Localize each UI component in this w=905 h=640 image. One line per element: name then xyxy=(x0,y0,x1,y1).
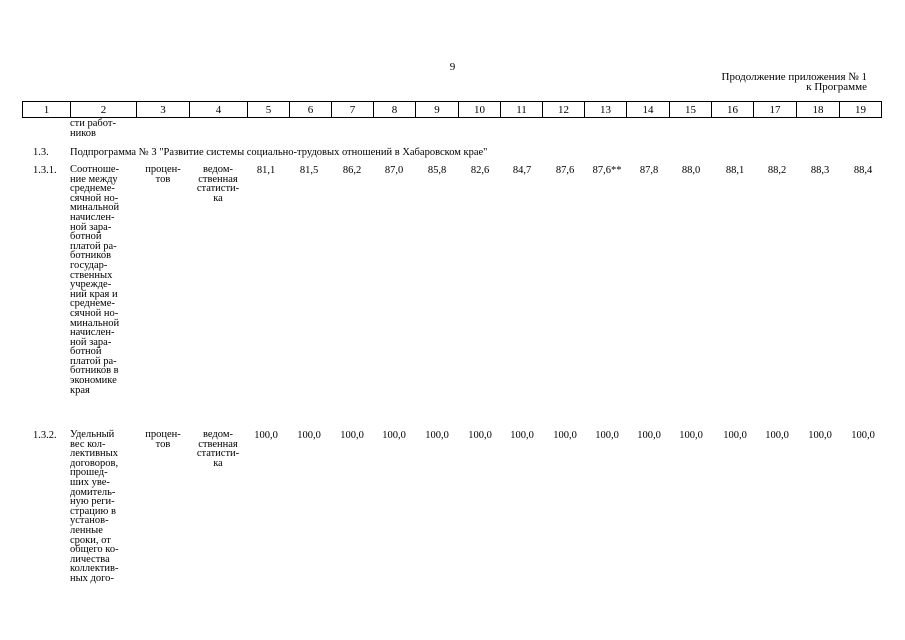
indicator-value-cell: 100,0 xyxy=(425,430,449,441)
indicator-name-line: ботников xyxy=(70,250,112,262)
indicator-value-cell: 87,6 xyxy=(555,165,575,176)
subprogram-title: Подпрограмма № 3 "Развитие системы социально-трудовых отношений в Хабаровском крае" xyxy=(70,147,488,158)
indicator-name-line: установ- xyxy=(70,515,109,527)
indicator-source-line: ственная xyxy=(198,438,238,450)
indicator-name-line: страцию в xyxy=(70,505,116,517)
indicator-value-cell: 100,0 xyxy=(510,430,534,441)
indicator-name-line: края xyxy=(70,384,90,396)
indicator-value-cell: 87,6** xyxy=(592,165,622,176)
column-header-cell: 8 xyxy=(374,102,416,118)
indicator-value-cell: 100,0 xyxy=(679,430,703,441)
indicator-value-cell: 100,0 xyxy=(595,430,619,441)
carryover-line: ников xyxy=(70,127,97,139)
column-header-cell: 2 xyxy=(71,102,137,118)
indicator-name-line: экономике xyxy=(70,375,117,387)
indicator-source-line: статисти- xyxy=(196,183,240,195)
carryover-text xyxy=(70,119,136,138)
indicator-name xyxy=(70,165,136,395)
indicator-value-cell: 100,0 xyxy=(851,430,875,441)
indicator-name-line: Удельный xyxy=(70,429,115,440)
indicator-name-line: среднеме- xyxy=(70,298,115,310)
indicator-value-cell: 100,0 xyxy=(637,430,661,441)
column-header-cell: 3 xyxy=(137,102,190,118)
column-header-cell: 10 xyxy=(459,102,501,118)
indicator-value-cell: 82,6 xyxy=(470,165,490,176)
indicator-name-line: среднеме- xyxy=(70,183,115,195)
continuation-note xyxy=(722,72,867,92)
indicator-source-line: ка xyxy=(213,192,223,204)
indicator-name-line: ний края и xyxy=(70,288,118,300)
indicator-name-line: ной зара- xyxy=(70,336,112,348)
column-header-cell: 9 xyxy=(416,102,459,118)
page-number: 9 xyxy=(449,61,456,73)
indicator-source-line: ведом- xyxy=(203,164,233,175)
column-header-cell: 6 xyxy=(290,102,332,118)
column-header-cell: 1 xyxy=(23,102,71,118)
indicator-source-line: ственная xyxy=(198,173,238,185)
indicator-value-cell: 81,5 xyxy=(299,165,319,176)
indicator-name-line: вес кол- xyxy=(70,438,106,450)
indicator-value-cell: 100,0 xyxy=(765,430,789,441)
column-header-cell: 11 xyxy=(501,102,543,118)
column-header-row xyxy=(23,102,882,118)
indicator-name-line: государ- xyxy=(70,259,108,271)
indicator-name-line: ственных xyxy=(70,269,113,281)
indicator-name-line: ботной xyxy=(70,231,102,243)
indicator-value-cell: 100,0 xyxy=(723,430,747,441)
indicator-value-cell: 81,1 xyxy=(256,165,276,176)
indicator-name-line: домитель- xyxy=(70,486,116,498)
indicator-source-line: ведом- xyxy=(203,429,233,440)
indicator-unit xyxy=(137,165,189,184)
indicator-name-line: сячной но- xyxy=(70,307,119,319)
indicator-value-cell: 100,0 xyxy=(382,430,406,441)
indicator-name-line: минальной xyxy=(70,202,120,214)
indicator-name-line: сячной но- xyxy=(70,192,119,204)
column-header-cell: 17 xyxy=(754,102,797,118)
indicator-name-line: начислен- xyxy=(70,211,115,223)
indicator-name-line: коллектив- xyxy=(70,563,119,575)
indicator-name-line: ние между xyxy=(70,173,118,185)
indicator-source xyxy=(190,165,246,203)
column-header-cell: 12 xyxy=(543,102,585,118)
column-header-cell: 15 xyxy=(670,102,712,118)
indicator-name-line: ную реги- xyxy=(70,496,115,508)
indicator-name-line: сроки, от xyxy=(70,534,111,546)
indicator-value-cell: 100,0 xyxy=(553,430,577,441)
indicator-name-line: ной зара- xyxy=(70,221,112,233)
column-header-table xyxy=(22,101,882,118)
indicator-value-cell: 88,2 xyxy=(767,165,787,176)
indicator-value-cell: 100,0 xyxy=(808,430,832,441)
indicator-unit-line: тов xyxy=(155,173,171,185)
continuation-line-1: Продолжение приложения № 1 xyxy=(721,71,867,83)
indicator-name-line: платой ра- xyxy=(70,355,117,367)
indicator-value-cell: 87,8 xyxy=(639,165,659,176)
indicator-name-line: общего ко- xyxy=(70,544,119,556)
indicator-name-line: минальной xyxy=(70,317,120,329)
indicator-name-line: начислен- xyxy=(70,327,115,339)
continuation-line-2: к Программе xyxy=(806,81,867,93)
column-header-cell: 13 xyxy=(585,102,627,118)
indicator-number: 1.3.1. xyxy=(33,165,57,176)
indicator-value-cell: 88,1 xyxy=(725,165,745,176)
indicator-source-line: ка xyxy=(213,457,223,469)
carryover-line: сти работ- xyxy=(70,118,116,129)
indicator-value-cell: 88,4 xyxy=(853,165,873,176)
indicator-unit xyxy=(137,430,189,449)
indicator-name xyxy=(70,430,136,584)
indicator-name-line: прошед- xyxy=(70,467,108,479)
indicator-value-cell: 84,7 xyxy=(512,165,532,176)
indicator-unit-line: процен- xyxy=(145,429,181,440)
column-header-cell: 7 xyxy=(332,102,374,118)
indicator-unit-line: тов xyxy=(155,438,171,450)
indicator-name-line: личества xyxy=(70,553,110,565)
indicator-name-line: Соотноше- xyxy=(70,164,120,175)
indicator-value-cell: 100,0 xyxy=(340,430,364,441)
indicator-name-line: ленные xyxy=(70,524,103,536)
indicator-value-cell: 100,0 xyxy=(254,430,278,441)
indicator-name-line: договоров, xyxy=(70,457,119,469)
indicator-value-cell: 100,0 xyxy=(297,430,321,441)
indicator-value-cell: 86,2 xyxy=(342,165,362,176)
column-header-cell: 5 xyxy=(248,102,290,118)
subprogram-number: 1.3. xyxy=(33,147,49,158)
indicator-source xyxy=(190,430,246,468)
indicator-number: 1.3.2. xyxy=(33,430,57,441)
indicator-name-line: ботников в xyxy=(70,365,119,377)
column-header-cell: 19 xyxy=(840,102,882,118)
indicator-source-line: статисти- xyxy=(196,448,240,460)
indicator-name-line: ших уве- xyxy=(70,476,110,488)
column-header-cell: 16 xyxy=(712,102,754,118)
indicator-name-line: лективных xyxy=(70,448,118,460)
indicator-value-cell: 87,0 xyxy=(384,165,404,176)
indicator-value-cell: 100,0 xyxy=(468,430,492,441)
indicator-name-line: ботной xyxy=(70,346,102,358)
indicator-name-line: платой ра- xyxy=(70,240,117,252)
indicator-name-line: ных дого- xyxy=(70,572,114,584)
indicator-value-cell: 88,3 xyxy=(810,165,830,176)
indicator-name-line: учрежде- xyxy=(70,279,112,291)
column-header-cell: 18 xyxy=(797,102,840,118)
indicator-value-cell: 88,0 xyxy=(681,165,701,176)
indicator-value-cell: 85,8 xyxy=(427,165,447,176)
column-header-cell: 4 xyxy=(190,102,248,118)
column-header-cell: 14 xyxy=(627,102,670,118)
indicator-unit-line: процен- xyxy=(145,164,181,175)
